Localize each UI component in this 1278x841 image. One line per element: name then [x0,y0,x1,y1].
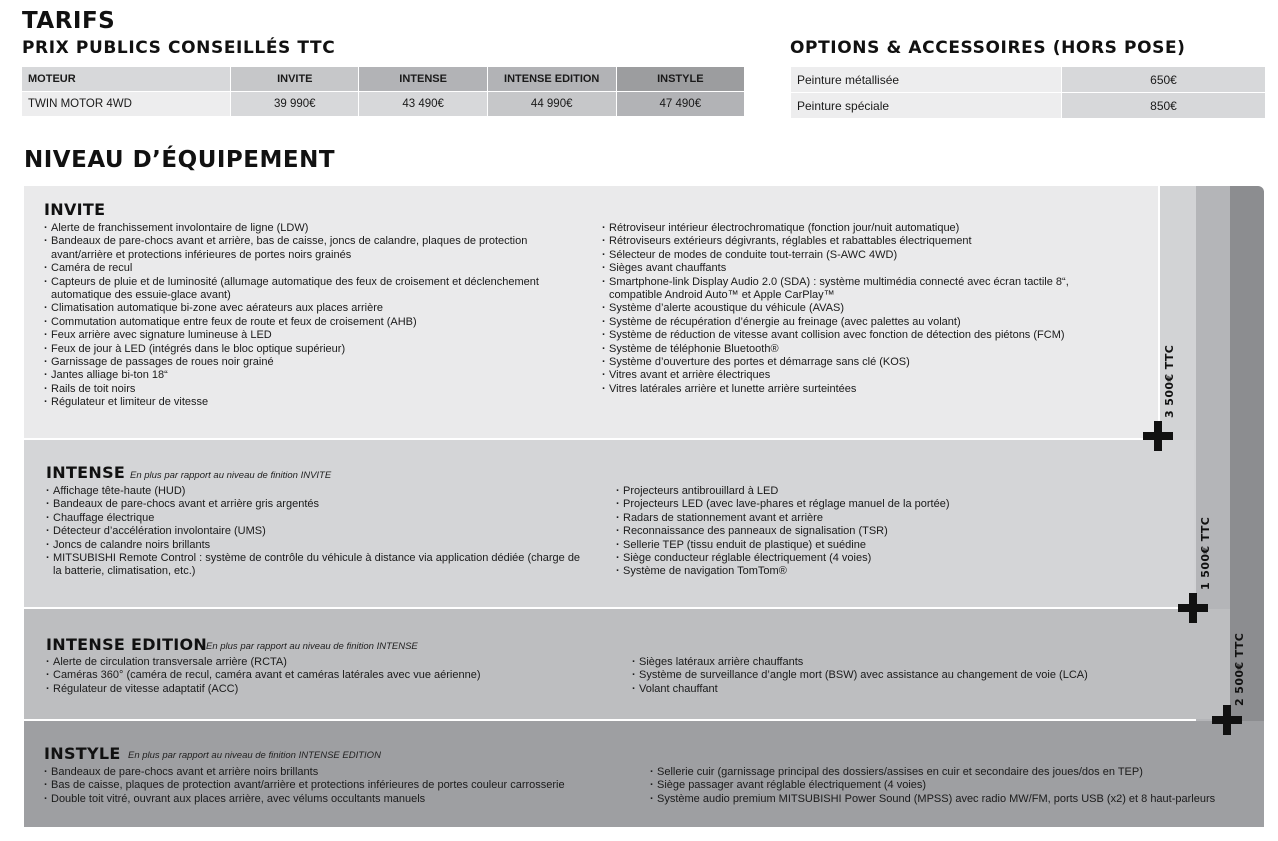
list-item: · Bandeaux de pare-chocs avant et arrière, bas de caisse, joncs de calandre, plaques de protection avant/arrière et protections inférieures de portes noirs grainés [44,235,564,262]
page-title: TARIFS [22,8,116,34]
option-label: Peinture métallisée [791,67,1062,93]
level-subtitle-intense: En plus par rapport au niveau de finition INVITE [130,470,332,481]
list-item: · Garnissage de passages de roues noir grainé [44,356,564,369]
list-item: · Sellerie TEP (tissu enduit de plastique) et suédine [616,539,1136,552]
list-item: · Projecteurs LED (avec lave-phares et réglage manuel de la portée) [616,498,1136,511]
plus-icon [1143,421,1173,451]
equipment-title: NIVEAU D’ÉQUIPEMENT [24,147,336,173]
list-item: · Capteurs de pluie et de luminosité (allumage automatique des feux de croisement et déclenchement automatique des essuie-glace avant) [44,276,564,303]
header-moteur: MOTEUR [22,67,231,92]
level-title-intense-edition: INTENSE EDITION [46,635,208,654]
table-row [791,67,1266,93]
price-intense-edition: 44 990€ [487,92,616,117]
intense-features-right [616,485,1136,579]
list-item: · Radars de stationnement avant et arrière [616,512,1136,525]
list-item: · Alerte de circulation transversale arrière (RCTA) [46,656,606,669]
list-item: · Joncs de calandre noirs brillants [46,539,591,552]
header-intense-edition: INTENSE EDITION [487,67,616,92]
table-row [22,92,745,117]
list-item: · Commutation automatique entre feux de route et feux de croisement (AHB) [44,316,564,329]
list-item: · Rétroviseurs extérieurs dégivrants, réglables et rabattables électriquement [602,235,1122,248]
list-item: · Bas de caisse, plaques de protection avant/arrière et protections inférieures de portes couleur carrosserie [44,779,624,792]
price-table [21,66,745,117]
increment-label-intense-edition: 1 500€ TTC [1199,516,1212,590]
list-item: · Alerte de franchissement involontaire de ligne (LDW) [44,222,564,235]
list-item: · Affichage tête-haute (HUD) [46,485,591,498]
list-item: · Double toit vitré, ouvrant aux places arrière, avec vélums occultants manuels [44,793,624,806]
list-item: · Siège conducteur réglable électriquement (4 voies) [616,552,1136,565]
list-item: · Bandeaux de pare-chocs avant et arrière gris argentés [46,498,591,511]
list-item: · Système d’alerte acoustique du véhicule (AVAS) [602,302,1122,315]
list-item: · Système d’ouverture des portes et démarrage sans clé (KOS) [602,356,1122,369]
list-item: · Jantes alliage bi-ton 18“ [44,369,564,382]
list-item: · Smartphone-link Display Audio 2.0 (SDA) : système multimédia connecté avec écran tactile 8“, compatible Android Auto™ et Apple CarPlay™ [602,276,1122,303]
level-title-intense: INTENSE [46,463,126,482]
list-item: · Caméra de recul [44,262,564,275]
list-item: · Vitres avant et arrière électriques [602,369,1122,382]
option-price: 650€ [1062,67,1266,93]
list-item: · Régulateur et limiteur de vitesse [44,396,564,409]
plus-icon [1212,705,1242,735]
list-item: · MITSUBISHI Remote Control : système de contrôle du véhicule à distance via application dédiée (charge de la batterie, climatisation, etc.) [46,552,591,579]
increment-label-instyle: 2 500€ TTC [1233,632,1246,706]
instyle-features-left [44,766,624,806]
list-item: · Système audio premium MITSUBISHI Power Sound (MPSS) avec radio MW/FM, ports USB (x2) et 8 haut-parleurs [650,793,1220,806]
list-item: · Projecteurs antibrouillard à LED [616,485,1136,498]
price-intense: 43 490€ [359,92,487,117]
price-table-header [22,67,745,92]
list-item: · Détecteur d’accélération involontaire (UMS) [46,525,591,538]
options-title: OPTIONS & ACCESSOIRES (HORS POSE) [790,38,1186,58]
list-item: · Rails de toit noirs [44,383,564,396]
header-invite: INVITE [231,67,359,92]
list-item: · Feux de jour à LED (intégrés dans le bloc optique supérieur) [44,343,564,356]
option-price: 850€ [1062,93,1266,119]
instyle-features-right [650,766,1220,806]
list-item: · Sélecteur de modes de conduite tout-terrain (S-AWC 4WD) [602,249,1122,262]
list-item: · Système de récupération d’énergie au freinage (avec palettes au volant) [602,316,1122,329]
list-item: · Climatisation automatique bi-zone avec aérateurs aux places arrière [44,302,564,315]
list-item: · Feux arrière avec signature lumineuse à LED [44,329,564,342]
list-item: · Siège passager avant réglable électriquement (4 voies) [650,779,1220,792]
invite-features-right [602,222,1122,396]
list-item: · Sièges avant chauffants [602,262,1122,275]
intense-edition-features-left [46,656,606,696]
list-item: · Système de téléphonie Bluetooth® [602,343,1122,356]
option-label: Peinture spéciale [791,93,1062,119]
list-item: · Sellerie cuir (garnissage principal des dossiers/assises en cuir et secondaire des joues/dos en TEP) [650,766,1220,779]
options-table [790,66,1266,119]
table-row [791,93,1266,119]
list-item: · Caméras 360° (caméra de recul, caméra avant et caméras latérales avec vue aérienne) [46,669,606,682]
price-instyle: 47 490€ [616,92,744,117]
list-item: · Système de surveillance d’angle mort (BSW) avec assistance au changement de voie (LCA) [632,669,1152,682]
header-intense: INTENSE [359,67,487,92]
intense-features-left [46,485,591,579]
intense-edition-features-right [632,656,1152,696]
list-item: · Volant chauffant [632,683,1152,696]
invite-features-left [44,222,564,410]
list-item: · Système de réduction de vitesse avant collision avec fonction de détection des piétons (FCM) [602,329,1122,342]
level-subtitle-instyle: En plus par rapport au niveau de finition INTENSE EDITION [128,750,381,761]
prices-subtitle: PRIX PUBLICS CONSEILLÉS TTC [22,38,336,58]
list-item: · Sièges latéraux arrière chauffants [632,656,1152,669]
header-instyle: INSTYLE [616,67,744,92]
list-item: · Bandeaux de pare-chocs avant et arrière noirs brillants [44,766,624,779]
level-subtitle-intense-edition: En plus par rapport au niveau de finition INTENSE [206,641,418,652]
list-item: · Rétroviseur intérieur électrochromatique (fonction jour/nuit automatique) [602,222,1122,235]
engine-cell: TWIN MOTOR 4WD [22,92,231,117]
level-title-instyle: INSTYLE [44,744,121,763]
level-title-invite: INVITE [44,200,106,219]
list-item: · Reconnaissance des panneaux de signalisation (TSR) [616,525,1136,538]
increment-label-intense: 3 500€ TTC [1163,344,1176,418]
list-item: · Chauffage électrique [46,512,591,525]
list-item: · Régulateur de vitesse adaptatif (ACC) [46,683,606,696]
list-item: · Vitres latérales arrière et lunette arrière surteintées [602,383,1122,396]
list-item: · Système de navigation TomTom® [616,565,1136,578]
plus-icon [1178,593,1208,623]
price-invite: 39 990€ [231,92,359,117]
